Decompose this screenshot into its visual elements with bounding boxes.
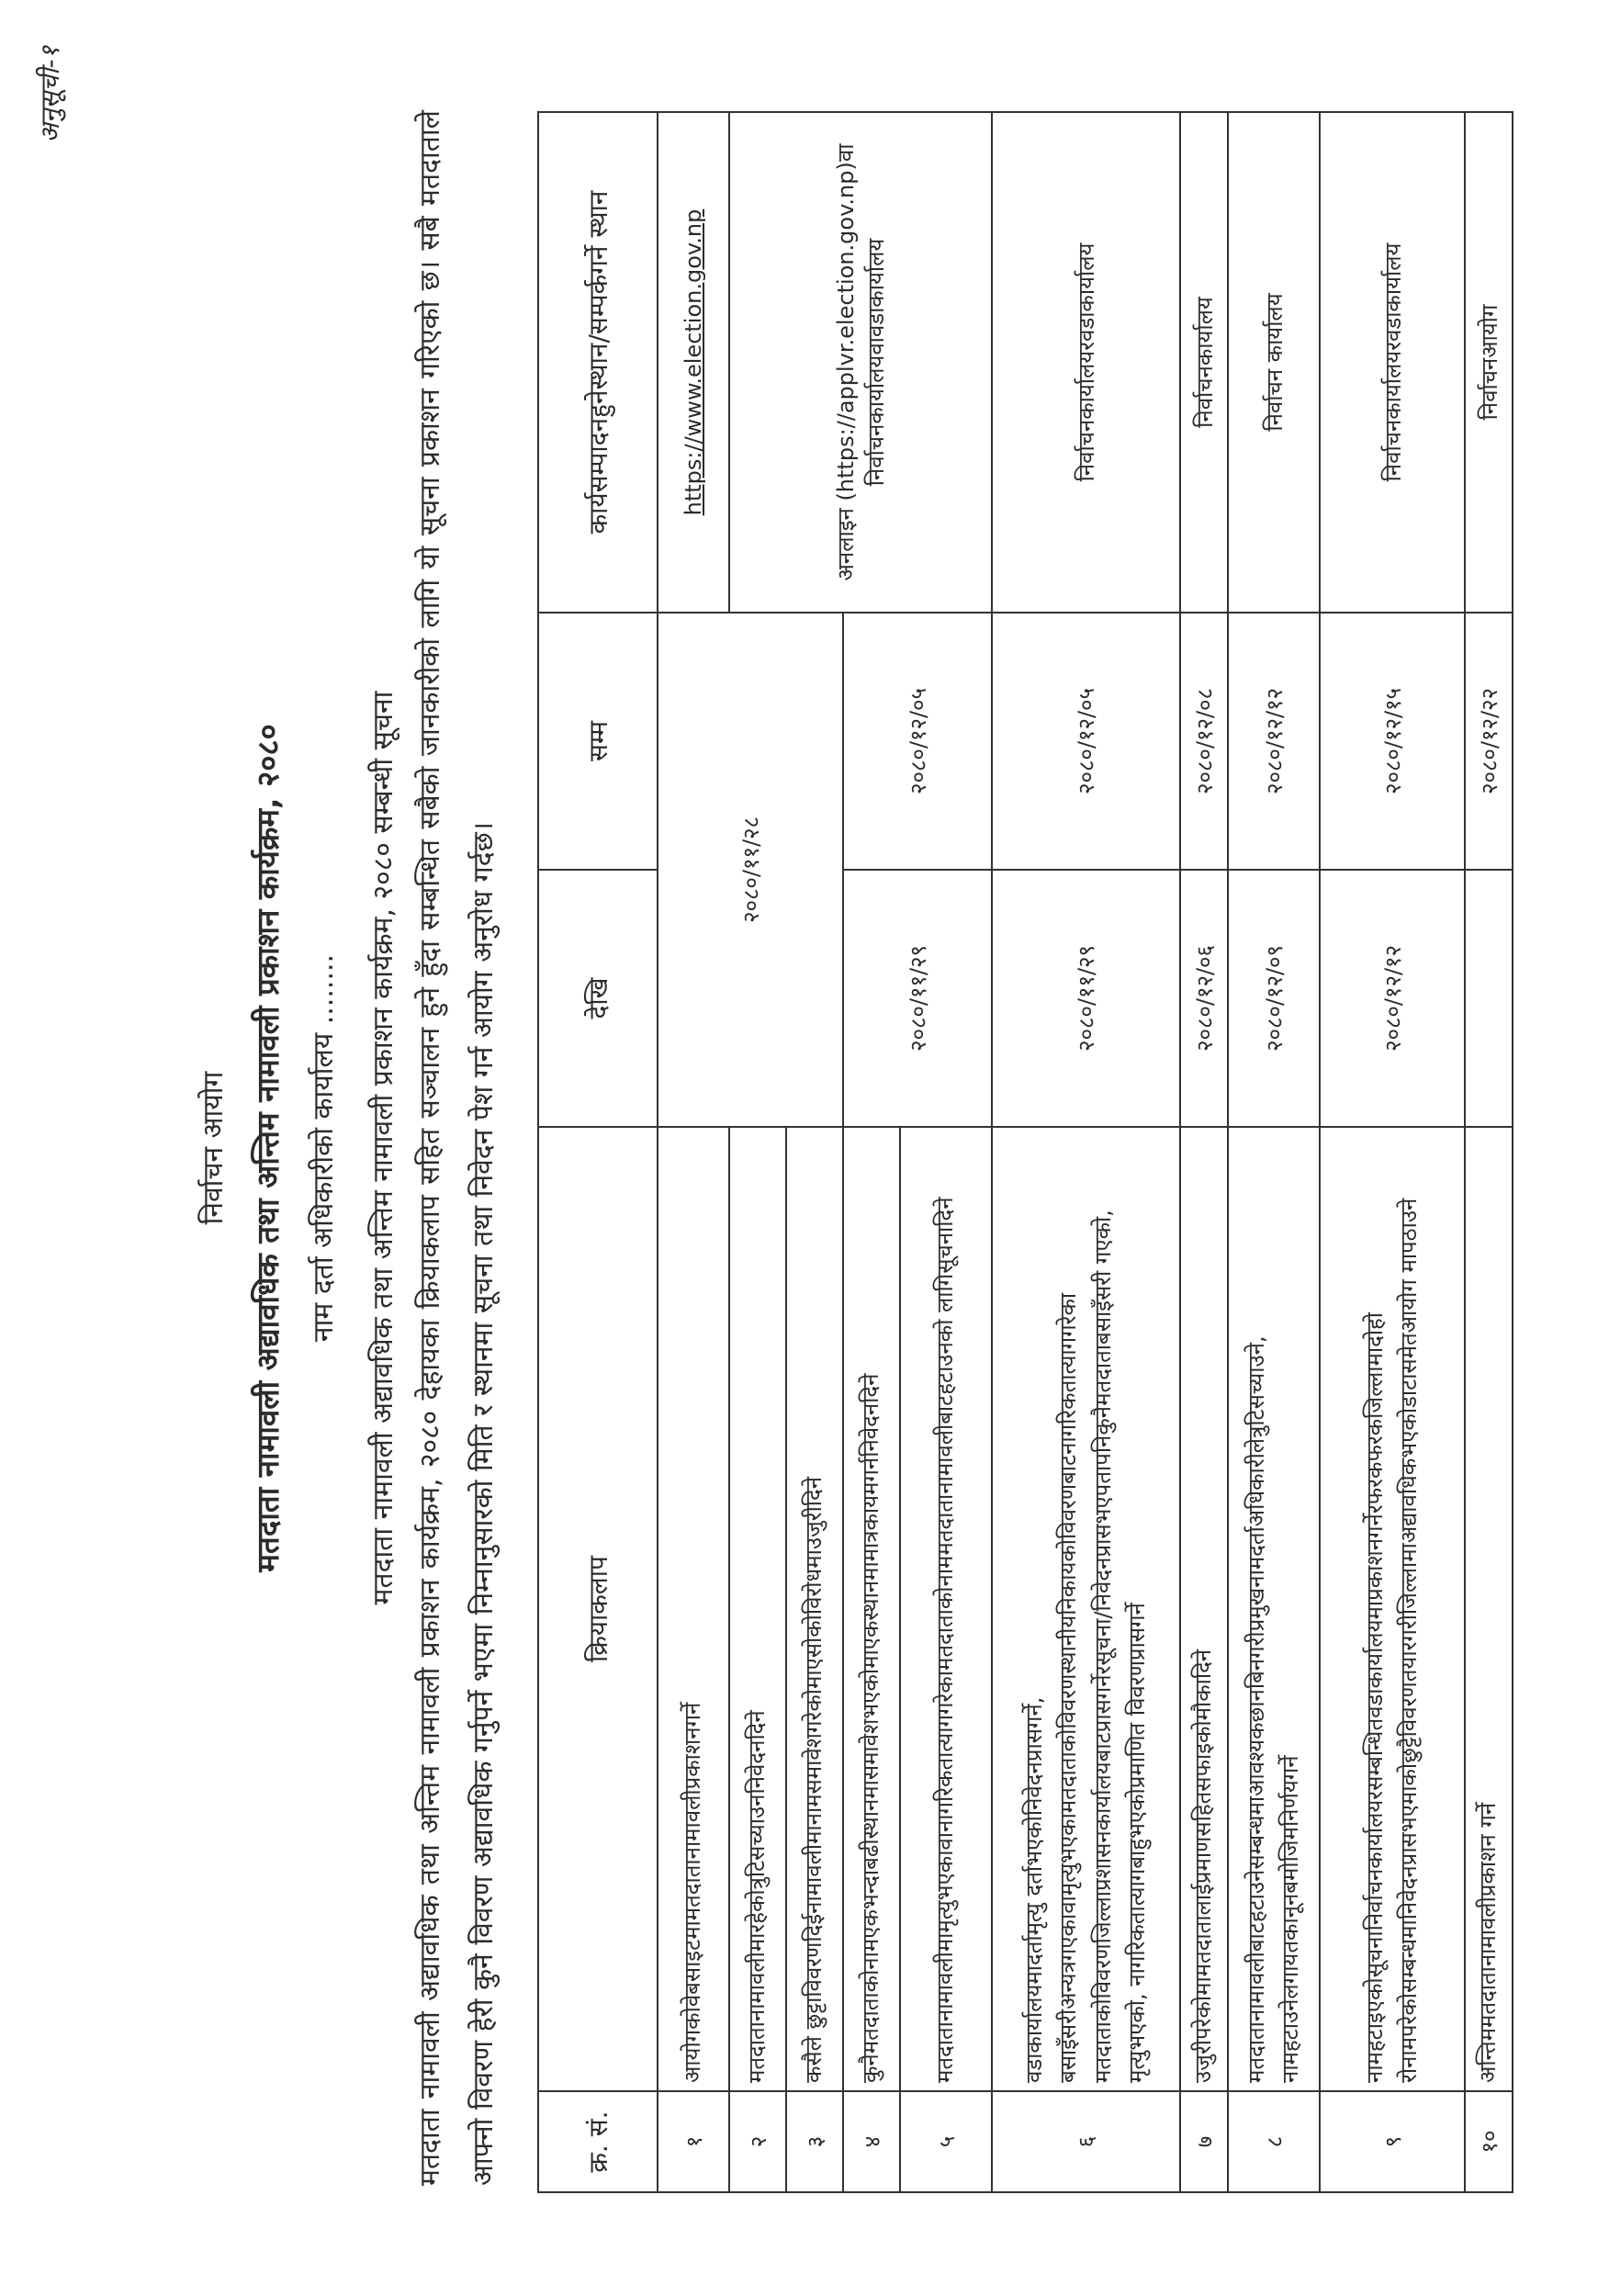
cell-activity: मतदातानामावलीमामृत्युभएकावानागरिकतात्यागगरेकामतदाताकोनाममतदातानामावलीबाटहटाउनको लागिसूचनादिने — [900, 1127, 992, 2091]
cell-sn: २ — [729, 2091, 786, 2192]
table-row — [1180, 112, 1228, 2192]
cell-to: २०८०/१२/०५ — [843, 613, 992, 870]
cell-sn: ५ — [900, 2091, 992, 2192]
cell-place: निर्वाचनकार्यालयरवडाकार्यालय — [1320, 112, 1465, 613]
annex-label: अनुसूची-१ — [35, 46, 65, 143]
cell-to: २०८०/१२/१५ — [1320, 613, 1465, 870]
cell-place: अनलाइन (https://applvr.election.gov.np)वा निर्वाचनकार्यालयवावडाकार्यालय — [729, 112, 992, 613]
cell-sn: ३ — [786, 2091, 843, 2192]
cell-to: २०८०/१२/०८ — [1180, 613, 1228, 870]
cell-activity: मतदातानामावलीमारहेकोत्रुटिसच्याउननिवेदनदिने — [729, 1127, 786, 2091]
table-row — [658, 112, 729, 2192]
cell-activity: आयोगकोवेबसाइटमामतदातानामावलीप्रकाशनगर्ने — [658, 1127, 729, 2091]
notice-title: मतदाता नामावली अद्यावधिक तथा अन्तिम नामावली प्रकाशन कार्यक्रम, २०८० सम्बन्धी सूचना — [367, 691, 399, 1605]
cell-date-span: २०८०/११/२८ — [658, 613, 843, 1127]
cell-place: निर्वाचनकार्यालयरवडाकार्यालय — [992, 112, 1180, 613]
cell-sn: १ — [658, 2091, 729, 2192]
cell-activity: मतदातानामावलीबाटहटाउनेसम्बन्धमाआवश्यकछानबिनगरीप्रमुखनामदर्ताअधिकारीलेत्रुटिसच्याउने, नामहटाउनेलगायतकानूनबमोजिमनिर्णयगर्ने — [1228, 1127, 1320, 2091]
cell-sn: ९ — [1320, 2091, 1465, 2192]
cell-to: २०८०/१२/१२ — [1228, 613, 1320, 870]
header-activity: क्रियाकलाप — [538, 1127, 658, 2091]
schedule-table — [537, 111, 1513, 2193]
cell-place: निर्वाचनआयोग — [1465, 112, 1513, 613]
commission-name: निर्वाचन आयोग — [197, 1071, 230, 1225]
cell-sn: १० — [1465, 2091, 1513, 2192]
cell-from: २०८०/११/२९ — [992, 870, 1180, 1127]
cell-activity: वडाकार्यालयमादर्तामृत्यु दर्ताभएकोनिवेदनप्रासगर्ने, बसाइँसरीअन्यत्रगएकावामृत्युभएकामतदाताकोविवरणस्थानीयनिकायकोविवरणबाटनागरिकतात्यागगरेका मतदाताकोविवरणजिल्लाप्रशासनकार्यालयबाटप्रासगर्नेरसूचना/निवेदनप्रासभएपतापनिकुनैमतदाताबसाइँसरी गएको, मृत्युभएको, नागरिकतात्यागबाहुभएकोप्रमाणित विवरणप्रासगर्ने — [992, 1127, 1180, 2091]
cell-from: २०८०/१२/१२ — [1320, 870, 1465, 1127]
table-row — [1320, 112, 1465, 2192]
header-place: कार्यसम्पादनहुनेस्थान/सम्पर्कगर्ने स्थान — [538, 112, 658, 613]
cell-from: २०८०/११/२९ — [843, 870, 992, 1127]
cell-sn: ४ — [843, 2091, 900, 2192]
cell-to: २०८०/१२/०५ — [992, 613, 1180, 870]
cell-place: निर्वाचन कार्यालय — [1228, 112, 1320, 613]
cell-activity: कसैले छुट्टाविवरणदिईनामावलीमानामसमावेशगरेकोमाएसोकोविरोधमाउजुरीदिने — [786, 1127, 843, 2091]
table-row — [1465, 112, 1513, 2192]
table-header-row — [538, 112, 658, 2192]
website-link[interactable]: https://www.election.gov.np — [658, 112, 729, 613]
cell-to: २०८०/१२/२२ — [1465, 613, 1513, 870]
document-title: मतदाता नामावली अद्यावधिक तथा अन्तिम नामावली प्रकाशन कार्यक्रम, २०८० — [250, 724, 286, 1572]
cell-activity: उजुरीपरेकोमामतदातालाईप्रमाणसहितसफाइकोमौकादिने — [1180, 1127, 1228, 2091]
table-row — [1228, 112, 1320, 2192]
header-sn: क्र. सं. — [538, 2091, 658, 2192]
header-to: सम्म — [538, 613, 658, 870]
cell-place: निर्वाचनकार्यालय — [1180, 112, 1228, 613]
cell-activity: अन्तिममतदातानामावलीप्रकाशन गर्ने — [1465, 1127, 1513, 2091]
table-row — [992, 112, 1180, 2192]
cell-sn: ६ — [992, 2091, 1180, 2192]
cell-from: २०८०/१२/०९ — [1228, 870, 1320, 1127]
cell-sn: ८ — [1228, 2091, 1320, 2192]
header-from: देखि — [538, 870, 658, 1127]
office-line: नाम दर्ता अधिकारीको कार्यालय ........ — [308, 953, 340, 1343]
cell-from — [1465, 870, 1513, 1127]
table-row — [729, 112, 786, 2192]
cell-activity: कुनैमतदाताकोनामएकभन्दाबढीस्थानमासमावेशभएकोमाएकस्थानमामात्रकायमगर्ननिवेदनदिने — [843, 1127, 900, 2091]
cell-from: २०८०/१२/०६ — [1180, 870, 1228, 1127]
cell-activity: नामहटाइएकोसूचनानिर्वाचनकार्यालयरसम्बन्धितवडाकार्यालयमाप्रकाशनगर्नेरफरकफरकजिल्लामादोहो रोनामपरेकोसम्बन्धमानिवेदनप्रासभएमाकोछुट्टैविवरणतयारगरीजिल्लामाअद्यावधिकभएकोडाटासमेतआयोग मापठाउने — [1320, 1127, 1465, 2091]
cell-sn: ७ — [1180, 2091, 1228, 2192]
intro-paragraph: मतदाता नामावली अद्यावधिक तथा अन्तिम नामावली प्रकाशन कार्यक्रम, २०८० देहायका क्रियाकलाप सहित सञ्चालन हुने हुँदा सम्बन्धित सबैको जानकारीको लागि यो सूचना प्रकाशन गरिएको छ। सबै मतदाताले आफ्नो विवरण हेरी कुनै विवरण अद्यावधिक गर्नुपर्ने भएमा निम्नानुसारको मिति र स्थानमा सूचना तथा निवेदन पेश गर्न आयोग अनुरोध गर्दछ। — [414, 110, 500, 2186]
